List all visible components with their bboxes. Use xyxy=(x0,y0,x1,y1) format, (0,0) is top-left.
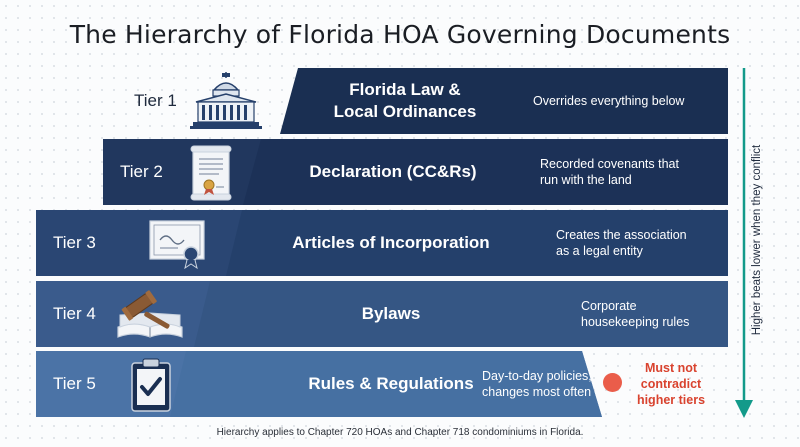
gavel-book-icon xyxy=(114,287,186,343)
tier-1-row xyxy=(110,68,728,134)
tier-3-row xyxy=(36,210,728,276)
warning-text: Must not contradict higher tiers xyxy=(636,361,706,407)
capitol-building-icon xyxy=(190,72,262,130)
tier-5-label: Tier 5 xyxy=(53,374,96,393)
tier-3-document: Articles of Incorporation xyxy=(292,233,490,252)
tier-2-description: Recorded covenants that run with the land xyxy=(540,157,679,187)
tier-5-document: Rules & Regulations xyxy=(308,374,474,393)
page-title: The Hierarchy of Florida HOA Governing Documents xyxy=(69,20,731,49)
tier-3-label: Tier 3 xyxy=(53,233,96,252)
scroll-document-icon xyxy=(189,145,235,201)
tier-2-label: Tier 2 xyxy=(120,162,163,181)
tier-4-description: Corporate housekeeping rules xyxy=(581,299,690,329)
footnote: Hierarchy applies to Chapter 720 HOAs and Chapter 718 condominiums in Florida. xyxy=(216,427,584,438)
tier-4-document: Bylaws xyxy=(361,304,421,323)
warning-dot-icon xyxy=(603,373,622,392)
tier-4-row xyxy=(36,281,728,347)
tier-1-document: Florida Law & Local Ordinances xyxy=(333,80,477,121)
side-label-text: Higher beats lower when they conflict xyxy=(751,144,763,336)
tier-5-description: Day-to-day policies; changes most often xyxy=(482,369,592,399)
clipboard-check-icon xyxy=(129,357,173,413)
tier-1-description: Overrides everything below xyxy=(533,94,685,108)
tier-4-label: Tier 4 xyxy=(53,304,96,323)
tier-2-document: Declaration (CC&Rs) xyxy=(309,162,477,181)
tier-1-label: Tier 1 xyxy=(134,91,177,110)
tier-5-row xyxy=(36,351,602,417)
tier-2-row xyxy=(103,139,728,205)
tier-3-description: Creates the association as a legal entity xyxy=(556,228,687,258)
certificate-icon xyxy=(148,218,206,270)
